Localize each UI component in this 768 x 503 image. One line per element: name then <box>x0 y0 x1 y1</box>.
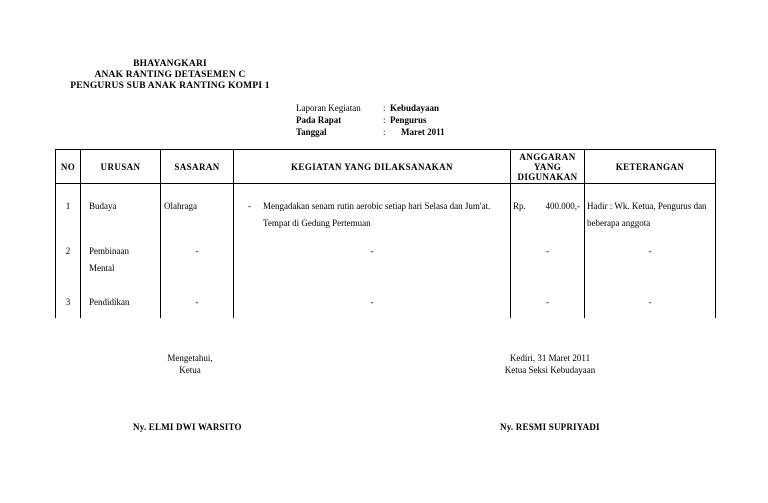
sig-left-title: Ketua <box>179 365 201 375</box>
col-header-sasaran: SASARAN <box>161 150 234 184</box>
cell-urusan: Pendidikan <box>81 288 161 318</box>
cell-anggaran: - <box>511 236 585 288</box>
cell-urusan: Budaya <box>81 184 161 236</box>
cell-no: 3 <box>56 288 81 318</box>
org-board: PENGURUS SUB ANAK RANTING KOMPI 1 <box>70 81 270 91</box>
cell-sasaran: - <box>161 288 234 318</box>
table-row <box>56 288 716 318</box>
col-header-no: NO <box>56 150 81 184</box>
cell-sasaran: - <box>161 236 234 288</box>
col-header-urusan: URUSAN <box>81 150 161 184</box>
kegiatan-text: Mengadakan senam rutin aerobic setiap hari Selasa dan Jum'at. Tempat di Gedung Pertemuan <box>263 201 491 228</box>
meta-sep: : <box>383 127 386 137</box>
cell-anggaran: - <box>511 288 585 318</box>
currency-label: Rp. <box>513 201 526 211</box>
cell-anggaran <box>511 184 585 236</box>
meta-sep: : <box>383 115 386 125</box>
sig-left-name: Ny. ELMI DWI WARSITO <box>133 422 242 432</box>
sig-left-acknowledged: Mengetahui, <box>167 353 213 363</box>
cell-no: 2 <box>56 236 81 288</box>
cell-keterangan: Hadir : Wk. Ketua, Pengurus dan beberapa anggota <box>585 184 716 236</box>
meta-value-meeting: Pengurus <box>390 115 427 125</box>
bullet-dash: - <box>248 201 251 211</box>
meta-label-meeting: Pada Rapat <box>296 115 342 125</box>
cell-kegiatan <box>234 184 511 236</box>
meta-label-date: Tanggal <box>296 127 327 137</box>
table-row <box>56 184 716 236</box>
amount-value: 400.000,- <box>545 201 580 211</box>
cell-keterangan: - <box>585 236 716 288</box>
cell-sasaran: Olahraga <box>161 184 234 236</box>
meta-value-report: Kebudayaan <box>390 103 440 113</box>
cell-kegiatan: - <box>234 236 511 288</box>
col-header-keterangan: KETERANGAN <box>585 150 716 184</box>
cell-no: 1 <box>56 184 81 236</box>
meta-sep: : <box>383 103 386 113</box>
sig-right-place-date: Kediri, 31 Maret 2011 <box>509 353 591 363</box>
sig-right-title: Ketua Seksi Kebudayaan <box>504 365 596 375</box>
table-row <box>56 236 716 288</box>
org-unit: ANAK RANTING DETASEMEN C <box>94 70 246 80</box>
cell-kegiatan: - <box>234 288 511 318</box>
cell-urusan: Pembinaan Mental <box>81 236 161 288</box>
meta-label-report: Laporan Kegiatan <box>296 103 361 113</box>
table-header-row <box>56 150 716 184</box>
activity-table <box>55 149 716 318</box>
cell-keterangan: - <box>585 288 716 318</box>
col-header-kegiatan: KEGIATAN YANG DILAKSANAKAN <box>234 150 511 184</box>
meta-value-date: Maret 2011 <box>401 127 445 137</box>
sig-right-name: Ny. RESMI SUPRIYADI <box>500 422 600 432</box>
org-name: BHAYANGKARI <box>133 59 207 69</box>
col-header-anggaran: ANGGARAN YANG DIGUNAKAN <box>511 150 585 184</box>
